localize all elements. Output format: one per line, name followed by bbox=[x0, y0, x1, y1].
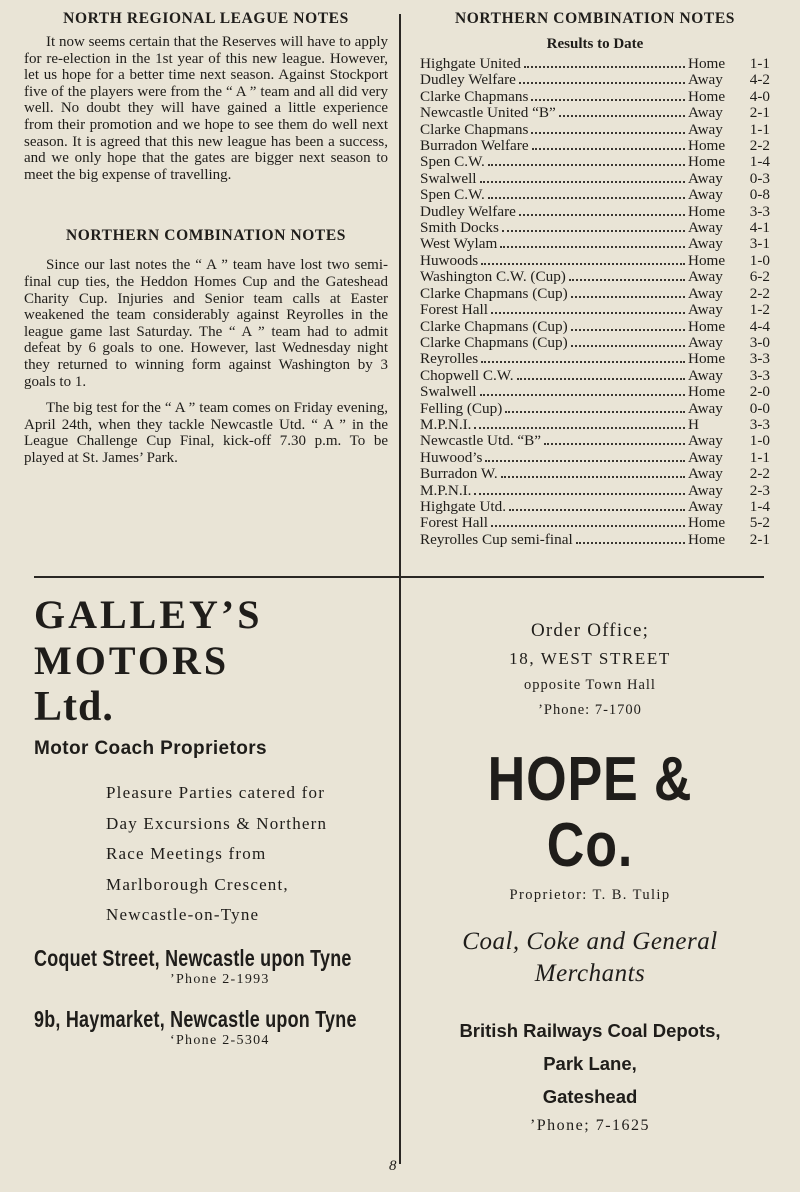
result-score: 2-3 bbox=[749, 481, 770, 499]
result-score: 3-3 bbox=[749, 366, 770, 384]
result-venue: Home bbox=[688, 530, 726, 548]
result-score: 3-1 bbox=[749, 235, 770, 253]
result-score: 1-1 bbox=[749, 55, 770, 72]
result-score: 1-0 bbox=[749, 251, 770, 269]
result-score: 1-1 bbox=[749, 120, 770, 138]
result-opponent: Swalwell bbox=[420, 169, 477, 187]
result-opponent: Huwoods bbox=[420, 251, 479, 269]
result-row bbox=[420, 319, 770, 335]
result-score: 2-2 bbox=[749, 465, 770, 483]
result-venue: Away bbox=[688, 366, 723, 384]
result-venue: Away bbox=[688, 71, 723, 89]
result-opponent: Spen C.W. bbox=[420, 186, 485, 204]
dot-leader bbox=[481, 352, 685, 363]
result-row bbox=[420, 515, 770, 531]
hope-trade-line1: Coal, Coke and General bbox=[462, 928, 718, 955]
result-opponent: Clarke Chapmans (Cup) bbox=[420, 284, 568, 302]
result-score: 3-3 bbox=[749, 415, 770, 433]
result-venue: Home bbox=[688, 153, 726, 171]
result-venue: Home bbox=[688, 383, 726, 401]
dot-leader bbox=[485, 451, 685, 462]
hope-trade bbox=[410, 926, 770, 990]
result-score: 1-4 bbox=[749, 497, 770, 515]
result-venue: Away bbox=[688, 219, 723, 237]
result-venue: Home bbox=[688, 87, 726, 105]
result-opponent: Forest Hall bbox=[420, 301, 488, 319]
dot-leader bbox=[544, 434, 685, 445]
galleys-service-line: Day Excursions & Northern bbox=[106, 813, 328, 833]
dot-leader bbox=[501, 467, 685, 478]
result-opponent: Smith Docks bbox=[420, 219, 499, 237]
result-row bbox=[420, 368, 770, 384]
result-score: 3-3 bbox=[749, 350, 770, 368]
result-venue: Away bbox=[688, 399, 723, 417]
result-opponent: Forest Hall bbox=[420, 514, 488, 532]
results-subtitle: Results to Date bbox=[546, 36, 644, 52]
dot-leader bbox=[571, 320, 685, 331]
result-row bbox=[420, 220, 770, 236]
dot-leader bbox=[569, 270, 685, 281]
galleys-tagline: Motor Coach Proprietors bbox=[34, 738, 267, 759]
result-score: 6-2 bbox=[749, 268, 770, 286]
northern-combination-para1: Since our last notes the “ A ” team have lost two semi-final cup ties, the Heddon Homes Cup and the Gateshead Charity Cup. Injuries and Senior team calls at Easter weakened the team considerably against Reyrolles in the league game last Saturday. The “ A ” team had to admit defeat by 6 goals to one. However, last Wednesday night they returned to winning form against Washington by 3 goals to 1. bbox=[24, 257, 388, 390]
results-column bbox=[420, 10, 770, 548]
result-row bbox=[420, 89, 770, 105]
result-venue: Away bbox=[688, 448, 723, 466]
result-score: 3-3 bbox=[749, 202, 770, 220]
hope-proprietor: Proprietor: T. B. Tulip bbox=[509, 887, 671, 903]
result-row bbox=[420, 105, 770, 121]
hope-opposite: opposite Town Hall bbox=[524, 677, 656, 693]
result-row bbox=[420, 335, 770, 351]
result-venue: Away bbox=[688, 268, 723, 286]
result-score: 0-3 bbox=[749, 169, 770, 187]
result-score: 2-1 bbox=[749, 104, 770, 122]
northern-combination-para2: The big test for the “ A ” team comes on Friday evening, April 24th, when they tackle Newcastle Utd. “ A ” in the League Challenge Cup Final, kick-off 7.30 p.m. To be played at St. James’ Park. bbox=[24, 400, 388, 466]
result-row bbox=[420, 171, 770, 187]
result-opponent: Highgate United bbox=[420, 55, 521, 72]
result-venue: Away bbox=[688, 120, 723, 138]
result-opponent: Highgate Utd. bbox=[420, 497, 507, 515]
dot-leader bbox=[502, 221, 685, 232]
dot-leader bbox=[491, 516, 685, 527]
dot-leader bbox=[576, 533, 685, 544]
galleys-phone2: ‘Phone 2-5304 bbox=[170, 1032, 270, 1048]
dot-leader bbox=[500, 237, 685, 248]
result-opponent: Reyrolles bbox=[420, 350, 479, 368]
result-opponent: Swalwell bbox=[420, 383, 477, 401]
result-row bbox=[420, 433, 770, 449]
result-score: 2-1 bbox=[749, 530, 770, 548]
result-score: 1-4 bbox=[749, 153, 770, 171]
horizontal-divider bbox=[34, 576, 764, 578]
result-row bbox=[420, 236, 770, 252]
result-venue: Home bbox=[688, 514, 726, 532]
north-regional-title: NORTH REGIONAL LEAGUE NOTES bbox=[63, 10, 349, 27]
result-score: 1-0 bbox=[749, 432, 770, 450]
result-opponent: Dudley Welfare bbox=[420, 202, 516, 220]
result-score: 5-2 bbox=[749, 514, 770, 532]
result-venue: Away bbox=[688, 186, 723, 204]
galleys-address1: Coquet Street, Newcastle upon Tyne bbox=[34, 944, 352, 971]
dot-leader bbox=[474, 484, 685, 495]
result-venue: Away bbox=[688, 333, 723, 351]
galleys-services bbox=[106, 778, 390, 931]
result-row bbox=[420, 450, 770, 466]
hope-order-office: Order Office; bbox=[530, 620, 650, 641]
dot-leader bbox=[531, 123, 685, 134]
vertical-divider bbox=[399, 14, 401, 1164]
galleys-service-line: Race Meetings from bbox=[106, 844, 267, 863]
result-row bbox=[420, 532, 770, 548]
result-row bbox=[420, 204, 770, 220]
result-venue: Away bbox=[688, 301, 723, 319]
galleys-service-line: Pleasure Parties catered for bbox=[106, 783, 326, 802]
dot-leader bbox=[571, 336, 685, 347]
result-row bbox=[420, 351, 770, 367]
result-score: 4-4 bbox=[749, 317, 770, 335]
result-opponent: Clarke Chapmans (Cup) bbox=[420, 317, 568, 335]
page-number: 8 bbox=[389, 1158, 397, 1174]
hope-trade-line2: Merchants bbox=[534, 960, 646, 987]
result-row bbox=[420, 401, 770, 417]
dot-leader bbox=[509, 500, 685, 511]
result-row bbox=[420, 56, 770, 72]
galleys-name-line3: Ltd. bbox=[34, 684, 114, 730]
result-opponent: Dudley Welfare bbox=[420, 71, 516, 89]
result-opponent: Chopwell C.W. bbox=[420, 366, 514, 384]
result-venue: Home bbox=[688, 317, 726, 335]
galleys-name-line1: GALLEY’S bbox=[34, 592, 263, 637]
left-notes-column bbox=[24, 10, 388, 466]
result-row bbox=[420, 72, 770, 88]
result-venue: Away bbox=[688, 235, 723, 253]
result-venue: Home bbox=[688, 137, 726, 155]
dot-leader bbox=[532, 139, 685, 150]
result-opponent: Burradon W. bbox=[420, 465, 498, 483]
result-row bbox=[420, 384, 770, 400]
dot-leader bbox=[480, 385, 685, 396]
result-score: 2-0 bbox=[749, 383, 770, 401]
result-row bbox=[420, 187, 770, 203]
result-row bbox=[420, 483, 770, 499]
result-venue: Home bbox=[688, 251, 726, 269]
result-row bbox=[420, 154, 770, 170]
hope-depot-line2: Park Lane, bbox=[543, 1053, 637, 1074]
result-opponent: M.P.N.I. bbox=[420, 415, 472, 433]
result-venue: Away bbox=[688, 465, 723, 483]
galleys-service-line: Marlborough Crescent, bbox=[106, 874, 289, 894]
result-venue: Away bbox=[688, 104, 723, 122]
dot-leader bbox=[480, 172, 685, 183]
result-opponent: Newcastle United “B” bbox=[420, 104, 556, 122]
result-venue: Home bbox=[688, 202, 726, 220]
dot-leader bbox=[517, 369, 685, 380]
result-opponent: Felling (Cup) bbox=[420, 399, 503, 417]
dot-leader bbox=[524, 57, 685, 68]
result-row bbox=[420, 466, 770, 482]
result-opponent: Huwood’s bbox=[420, 448, 483, 466]
result-row bbox=[420, 138, 770, 154]
result-opponent: Washington C.W. (Cup) bbox=[420, 268, 566, 286]
result-venue: Home bbox=[688, 350, 726, 368]
result-venue: Away bbox=[688, 432, 723, 450]
result-score: 0-0 bbox=[749, 399, 770, 417]
dot-leader bbox=[519, 73, 685, 84]
result-row bbox=[420, 302, 770, 318]
result-score: 1-2 bbox=[749, 301, 770, 319]
northern-combination-title-left: NORTHERN COMBINATION NOTES bbox=[65, 227, 347, 245]
result-opponent: M.P.N.I. bbox=[420, 481, 472, 499]
dot-leader bbox=[488, 155, 685, 166]
dot-leader bbox=[519, 205, 685, 216]
result-opponent: West Wylam bbox=[420, 235, 498, 253]
dot-leader bbox=[559, 106, 685, 117]
dot-leader bbox=[505, 402, 685, 413]
galleys-name-line2: MOTORS bbox=[34, 638, 230, 683]
result-row bbox=[420, 417, 770, 433]
result-row bbox=[420, 286, 770, 302]
galleys-address2: 9b, Haymarket, Newcastle upon Tyne bbox=[34, 1005, 357, 1032]
hope-name: HOPE & Co. bbox=[487, 745, 693, 880]
result-score: 4-2 bbox=[749, 71, 770, 89]
result-row bbox=[420, 122, 770, 138]
hope-depot-line3: Gateshead bbox=[542, 1086, 638, 1107]
galleys-advert bbox=[34, 592, 390, 1049]
dot-leader bbox=[474, 418, 685, 429]
result-opponent: Clarke Chapmans bbox=[420, 87, 529, 105]
result-score: 2-2 bbox=[749, 137, 770, 155]
result-venue: Away bbox=[688, 497, 723, 515]
dot-leader bbox=[481, 254, 685, 265]
hope-street: 18, WEST STREET bbox=[509, 649, 671, 668]
result-venue: Home bbox=[688, 55, 726, 72]
result-venue: Away bbox=[688, 481, 723, 499]
result-opponent: Burradon Welfare bbox=[420, 137, 529, 155]
result-opponent: Spen C.W. bbox=[420, 153, 485, 171]
northern-combination-title-right: NORTHERN COMBINATION NOTES bbox=[454, 10, 736, 27]
dot-leader bbox=[488, 188, 685, 199]
galleys-phone1: ’Phone 2-1993 bbox=[170, 971, 270, 987]
dot-leader bbox=[571, 287, 685, 298]
results-list bbox=[420, 56, 770, 548]
dot-leader bbox=[491, 303, 685, 314]
hope-phone: ’Phone: 7-1700 bbox=[538, 702, 642, 718]
result-score: 0-8 bbox=[749, 186, 770, 204]
result-row bbox=[420, 253, 770, 269]
result-row bbox=[420, 269, 770, 285]
hope-depot-line1: British Railways Coal Depots, bbox=[459, 1020, 721, 1041]
result-venue: H bbox=[688, 415, 699, 433]
result-opponent: Reyrolles Cup semi-final bbox=[420, 530, 573, 548]
result-opponent: Newcastle Utd. “B” bbox=[420, 432, 542, 450]
hope-depots bbox=[410, 1014, 770, 1113]
galleys-service-line: Newcastle-on-Tyne bbox=[106, 905, 260, 924]
result-score: 2-2 bbox=[749, 284, 770, 302]
result-row bbox=[420, 499, 770, 515]
result-opponent: Clarke Chapmans bbox=[420, 120, 529, 138]
result-score: 1-1 bbox=[749, 448, 770, 466]
result-score: 3-0 bbox=[749, 333, 770, 351]
result-venue: Away bbox=[688, 284, 723, 302]
result-opponent: Clarke Chapmans (Cup) bbox=[420, 333, 568, 351]
result-score: 4-0 bbox=[749, 87, 770, 105]
result-venue: Away bbox=[688, 169, 723, 187]
hope-advert bbox=[410, 620, 770, 1135]
result-score: 4-1 bbox=[749, 219, 770, 237]
dot-leader bbox=[531, 90, 685, 101]
hope-depot-phone: ’Phone; 7-1625 bbox=[529, 1117, 651, 1134]
north-regional-body: It now seems certain that the Reserves will have to apply for re-election in the 1st year of this new league. However, let us hope for a better time next season. Against Stockport five of the players were from the “ A ” team and all did very well. No doubt they will have gained a little experience from their promotion and we hope to see them do well next season. It is agreed that this new league has been a success, and we only hope that the gates are bigger next season to meet the big expense of travelling. bbox=[24, 34, 388, 183]
